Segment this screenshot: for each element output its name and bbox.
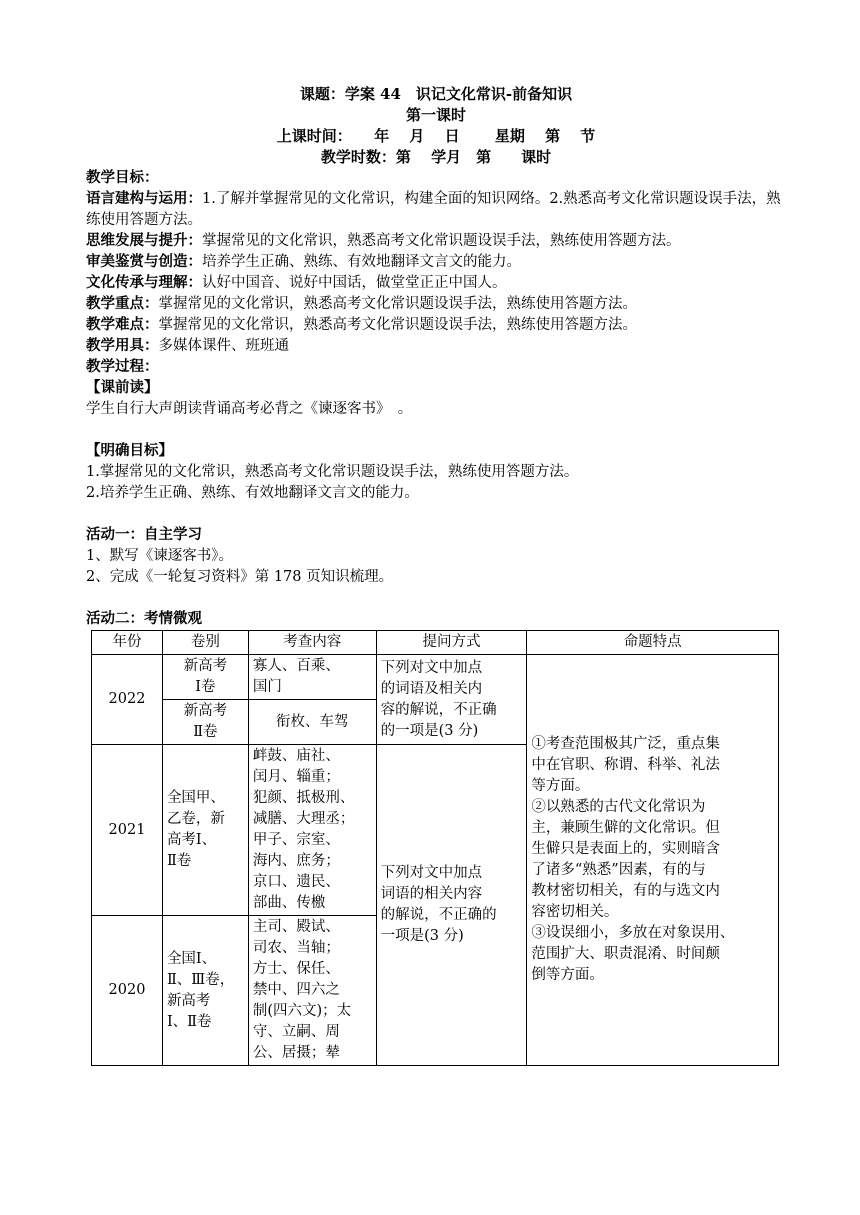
objective-label: 教学难点： xyxy=(86,317,159,333)
preread-text: 学生自行大声朗读背诵高考必背之《谏逐客书》 。 xyxy=(86,401,413,417)
objective-language xyxy=(86,189,786,231)
table-header-cell: 考查内容 xyxy=(248,631,376,655)
objective-label: 文化传承与理解： xyxy=(86,275,202,291)
question-cell: 下列对文中加点 词语的相关内容 的解说，不正确的 一项是(3 分) xyxy=(376,745,527,1066)
activity1-heading: 活动一：自主学习 xyxy=(86,527,202,543)
document-page xyxy=(86,84,786,1066)
objective-text: 掌握常见的文化常识，熟悉高考文化常识题设误手法，熟练使用答题方法。 xyxy=(158,317,637,333)
content-cell: 寡人、百乘、 国门 xyxy=(248,655,376,700)
objective-text: 培养学生正确、熟练、有效地翻译文言文的能力。 xyxy=(202,254,521,270)
table-header-cell: 卷别 xyxy=(162,631,248,655)
activity1-item: 1、默写《谏逐客书》。 xyxy=(86,548,233,564)
objective-label: 语言建构与运用： xyxy=(86,191,202,207)
teaching-process-heading: 教学过程： xyxy=(86,359,159,375)
content-cell: 衅鼓、庙社、 闰月、辎重； 犯颜、抵极刑、 减膳、大理丞； 甲子、宗室、 海内、庶务； 京口、遗民、 部曲、传檄 xyxy=(248,745,376,916)
objective-label: 教学重点： xyxy=(86,296,159,312)
year-cell: 2020 xyxy=(92,916,163,1066)
objective-label: 审美鉴赏与创造： xyxy=(86,254,202,270)
paper-cell: 新高考 Ⅰ卷 xyxy=(162,655,248,700)
question-cell: 下列对文中加点 的词语及相关内 容的解说，不正确 的一项是(3 分) xyxy=(376,655,527,745)
lesson-title: 课题：学案 44 识记文化常识-前备知识 xyxy=(299,85,573,103)
content-cell: 衔枚、车驾 xyxy=(248,700,376,745)
table-header-cell: 提问方式 xyxy=(376,631,527,655)
objective-thinking xyxy=(86,231,786,252)
teaching-difficulty xyxy=(86,315,786,336)
objective-label: 教学用具： xyxy=(86,338,159,354)
objective-aesthetic xyxy=(86,252,786,273)
teaching-tools xyxy=(86,336,786,357)
objective-culture xyxy=(86,273,786,294)
year-cell: 2021 xyxy=(92,745,163,916)
table-header-cell: 年份 xyxy=(92,631,163,655)
content-cell: 主司、殿试、 司农、当轴； 方士、保任、 禁中、四六之 制(四六文)；太 守、立嗣、周 公、居摄；辇 xyxy=(248,916,376,1066)
objective-text: 掌握常见的文化常识，熟悉高考文化常识题设误手法，熟练使用答题方法。 xyxy=(202,233,681,249)
class-time-line: 上课时间： 年 月 日 星期 第 节 xyxy=(276,127,596,145)
teaching-focus xyxy=(86,294,786,315)
objective-text: 多媒体课件、班班通 xyxy=(158,338,289,354)
features-cell: ①考查范围极其广泛，重点集 中在官职、称谓、科举、礼法 等方面。 ②以熟悉的古代文化常识为 主，兼顾生僻的文化常识。但 生僻只是表面上的，实则暗含 了诸多“熟悉”因素，有的与 教材密切相关，有的与选文内 容密切相关。 ③设误细小，多放在对象误用、 范围扩大、职责混淆、时间颠 倒等方面。 xyxy=(527,655,779,1066)
objective-text: 1.了解并掌握常见的文化常识，构建全面的知识网络。2.熟悉高考文化常识题设误手法，熟练使用答题方法。 xyxy=(86,191,781,228)
objective-text: 掌握常见的文化常识，熟悉高考文化常识题设误手法，熟练使用答题方法。 xyxy=(158,296,637,312)
paper-cell: 全国Ⅰ、 Ⅱ、Ⅲ卷， 新高考 Ⅰ、Ⅱ卷 xyxy=(162,916,248,1066)
table-header-row xyxy=(92,631,779,655)
objective-text: 认好中国音、说好中国话，做堂堂正正中国人。 xyxy=(202,275,507,291)
objectives-heading: 教学目标： xyxy=(86,170,159,186)
table-header-cell: 命题特点 xyxy=(527,631,779,655)
teaching-hours-line: 教学时数：第 学月 第 课时 xyxy=(320,148,552,166)
activity2-heading: 活动二：考情微观 xyxy=(86,611,202,627)
exam-analysis-table xyxy=(91,630,779,1066)
goals-heading: 【明确目标】 xyxy=(86,443,173,459)
year-cell: 2022 xyxy=(92,655,163,745)
goal-item: 2.培养学生正确、熟练、有效地翻译文言文的能力。 xyxy=(86,485,419,501)
activity1-item: 2、完成《一轮复习资料》第 178 页知识梳理。 xyxy=(86,569,394,585)
objective-label: 思维发展与提升： xyxy=(86,233,202,249)
paper-cell: 全国甲、 乙卷，新 高考Ⅰ、 Ⅱ卷 xyxy=(162,745,248,916)
goal-item: 1.掌握常见的文化常识，熟悉高考文化常识题设误手法，熟练使用答题方法。 xyxy=(86,464,579,480)
preread-heading: 【课前读】 xyxy=(86,380,159,396)
table-row xyxy=(92,655,779,700)
lesson-subtitle: 第一课时 xyxy=(405,106,466,124)
paper-cell: 新高考 Ⅱ卷 xyxy=(162,700,248,745)
